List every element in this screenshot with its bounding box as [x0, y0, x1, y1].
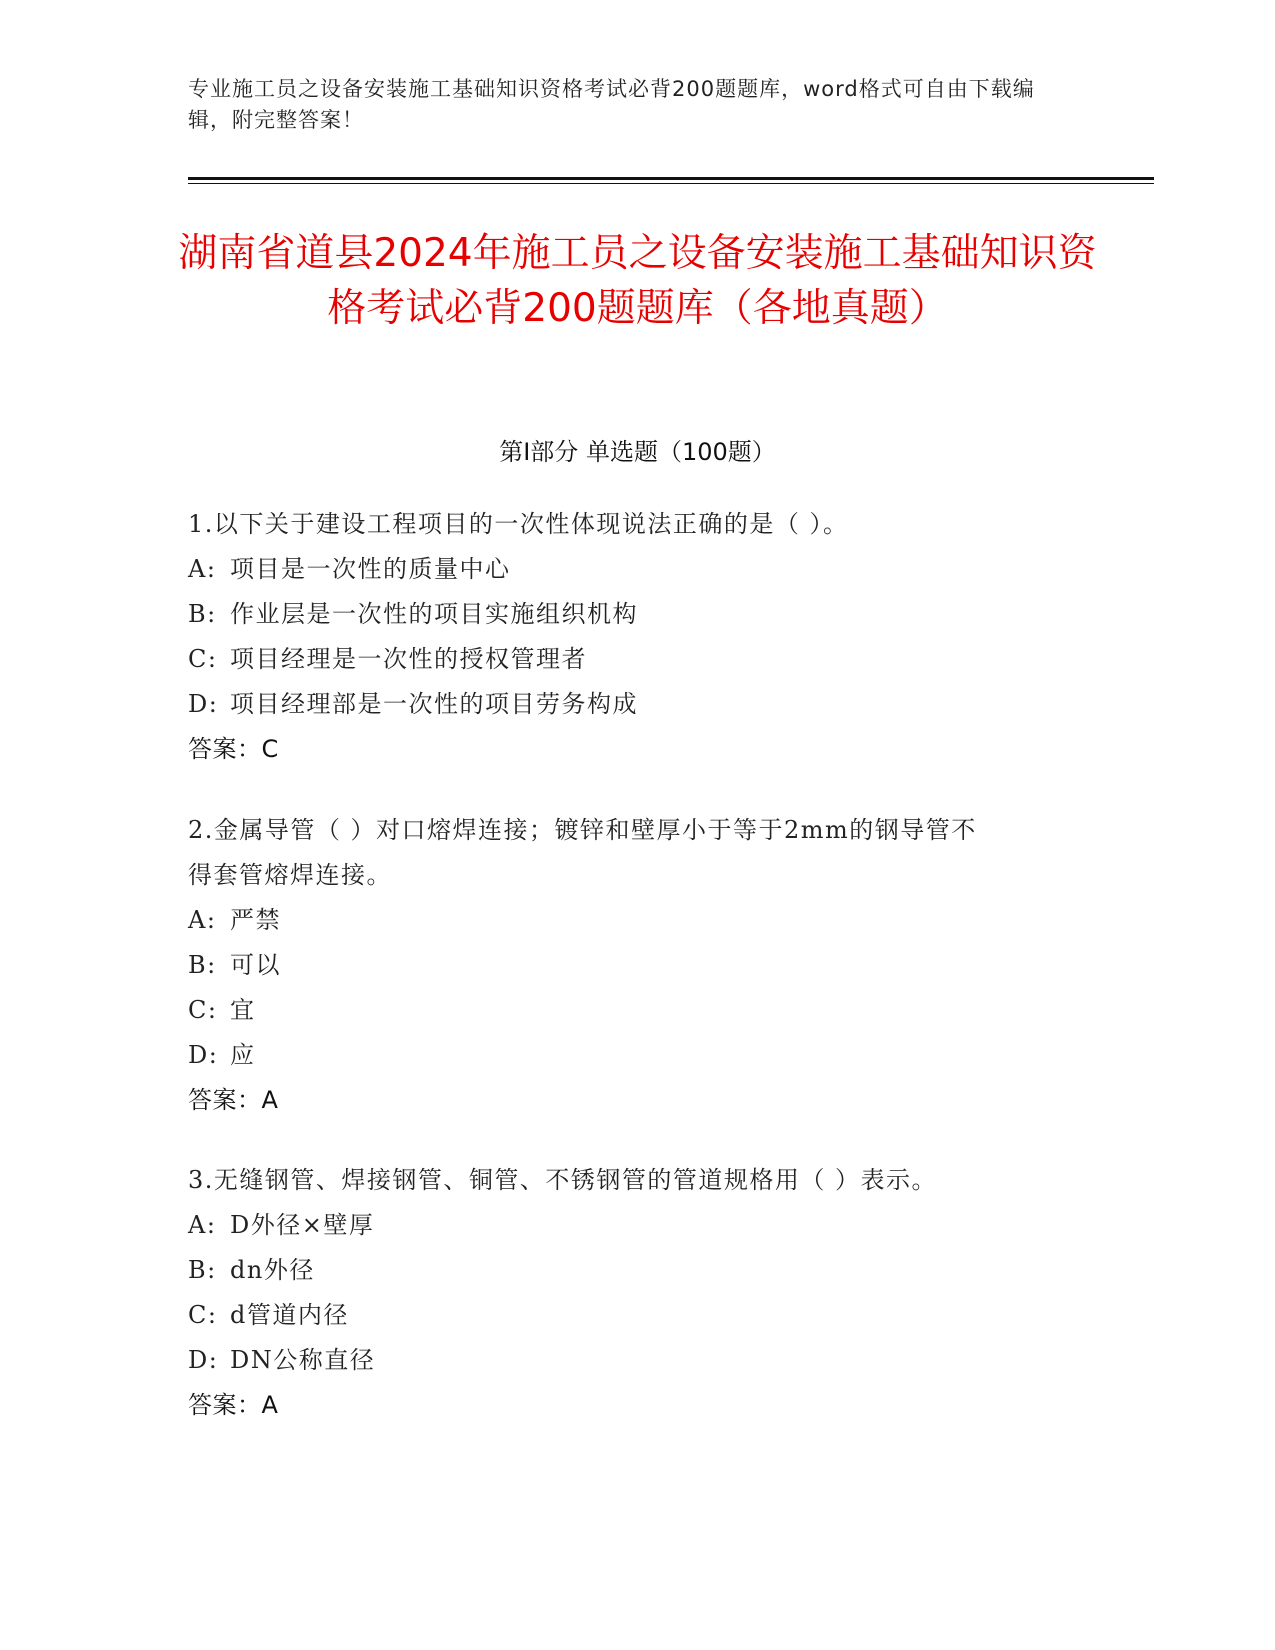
option-d [188, 1033, 1088, 1078]
option-text: dn外径 [230, 1256, 315, 1284]
option-letter: B: [188, 600, 217, 628]
option-b [188, 943, 1088, 988]
answer-line: 答案：A [188, 1086, 279, 1114]
option-b [188, 1248, 1088, 1293]
question-stem: 3.无缝钢管、焊接钢管、铜管、不锈钢管的管道规格用（ ）表示。 [188, 1166, 938, 1194]
option-letter: D: [188, 1346, 219, 1374]
option-text: 宜 [230, 996, 256, 1024]
question-2 [188, 808, 1088, 1123]
option-d [188, 1338, 1088, 1383]
question-stem: 1.以下关于建设工程项目的一次性体现说法正确的是（ ）。 [188, 510, 849, 538]
option-text: 应 [230, 1041, 256, 1069]
option-letter: A: [188, 555, 217, 583]
option-text: 项目经理是一次性的授权管理者 [230, 645, 587, 673]
option-letter: A: [188, 1211, 217, 1239]
header-rule-thick [188, 177, 1154, 180]
option-text: DN公称直径 [230, 1346, 376, 1374]
option-text: 可以 [230, 951, 281, 979]
option-letter: C: [188, 645, 218, 673]
question-stem: 2.金属导管（ ）对口熔焊连接；镀锌和壁厚小于等于2mm的钢导管不 [188, 816, 977, 844]
option-b [188, 592, 1088, 637]
option-text: D外径×壁厚 [230, 1211, 375, 1239]
option-letter: C: [188, 996, 218, 1024]
option-text: 项目经理部是一次性的项目劳务构成 [230, 690, 638, 718]
question-1 [188, 502, 1088, 772]
option-d [188, 682, 1088, 727]
option-text: 严禁 [230, 906, 281, 934]
section-title: 第I部分 单选题（100题） [499, 438, 776, 466]
question-3 [188, 1158, 1088, 1428]
document-title: 湖南省道县2024年施工员之设备安装施工基础知识资格考试必背200题题库（各地真题） [178, 231, 1097, 331]
header-note: 专业施工员之设备安装施工基础知识资格考试必背200题题库，word格式可自由下载编辑，附完整答案！ [188, 77, 1035, 132]
option-c [188, 1293, 1088, 1338]
header-rule-thin [188, 183, 1154, 184]
option-c [188, 988, 1088, 1033]
option-c [188, 637, 1088, 682]
option-letter: D: [188, 690, 219, 718]
option-text: 项目是一次性的质量中心 [230, 555, 511, 583]
question-stem-continued: 得套管熔焊连接。 [188, 861, 392, 889]
option-a [188, 898, 1088, 943]
option-text: d管道内径 [230, 1301, 349, 1329]
option-letter: B: [188, 1256, 217, 1284]
option-a [188, 547, 1088, 592]
option-a [188, 1203, 1088, 1248]
option-letter: C: [188, 1301, 218, 1329]
option-text: 作业层是一次性的项目实施组织机构 [230, 600, 638, 628]
option-letter: A: [188, 906, 217, 934]
answer-line: 答案：C [188, 735, 279, 763]
option-letter: B: [188, 951, 217, 979]
option-letter: D: [188, 1041, 219, 1069]
answer-line: 答案：A [188, 1391, 279, 1419]
